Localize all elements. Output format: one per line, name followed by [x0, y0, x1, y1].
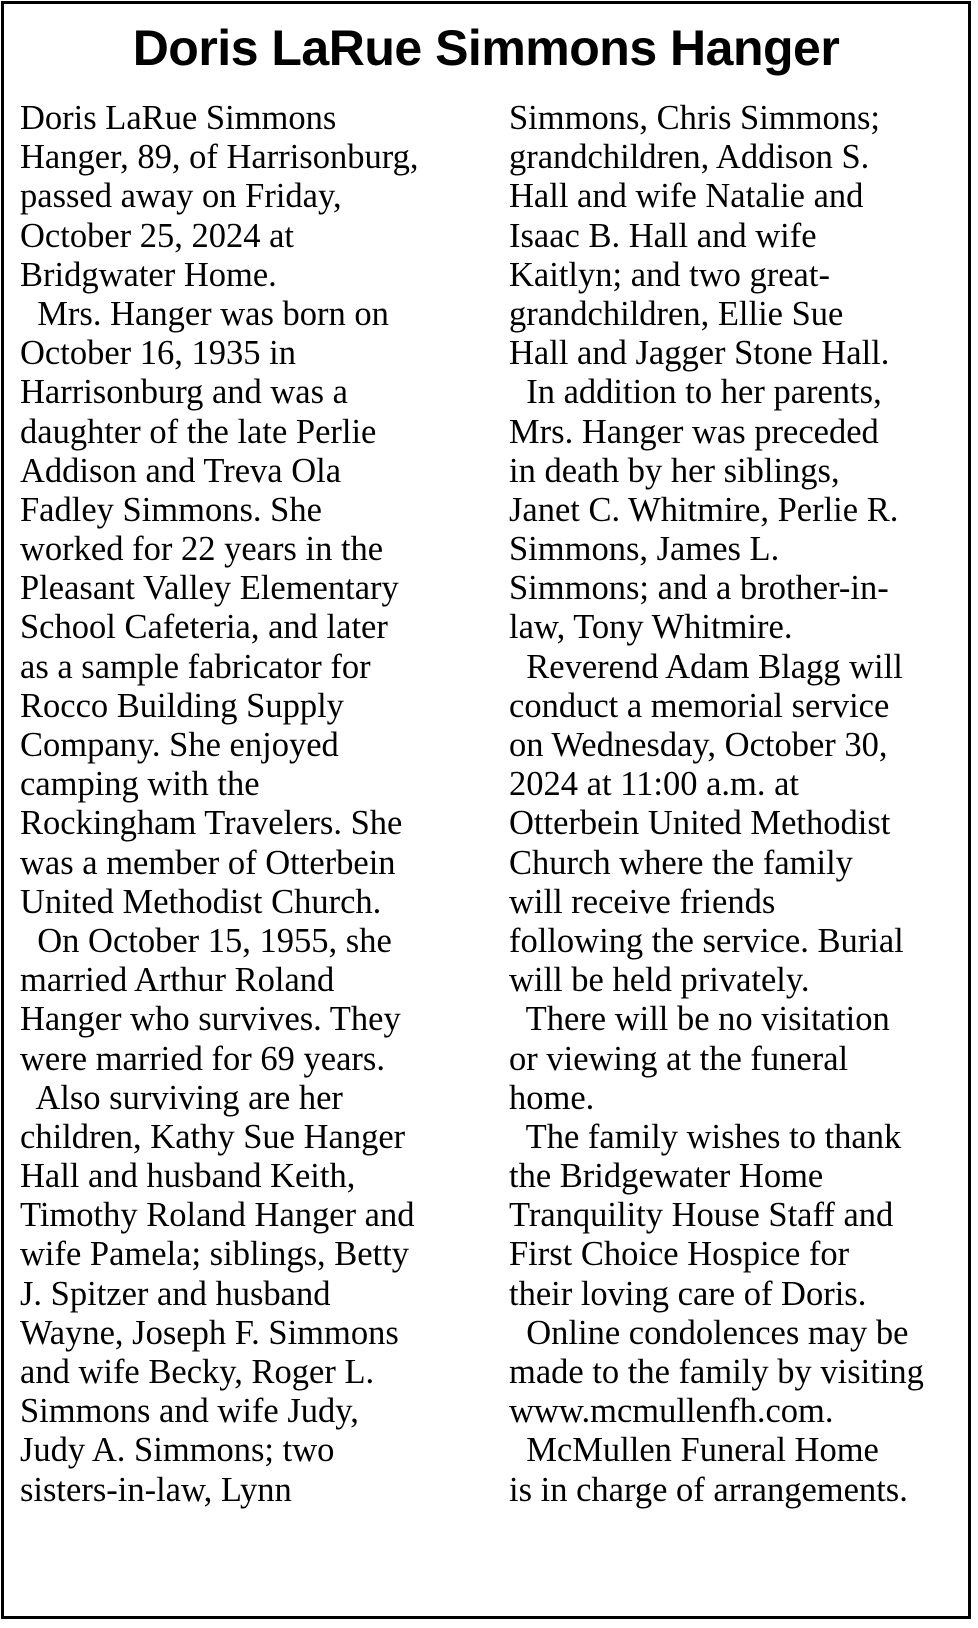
text-line: will receive friends: [509, 882, 776, 921]
text-line: camping with the: [20, 765, 260, 804]
text-line: Simmons and wife Judy,: [20, 1392, 359, 1431]
text-line: Rockingham Travelers. She: [20, 804, 403, 843]
text-line: Hall and husband Keith,: [20, 1157, 356, 1196]
text-line: Isaac B. Hall and wife: [509, 216, 817, 255]
text-line: Also surviving are her: [20, 1078, 343, 1117]
text-line: October 16, 1935 in: [20, 334, 296, 373]
text-line: Church where the family: [509, 843, 853, 882]
text-line: The family wishes to thank: [509, 1117, 902, 1156]
obituary-column-left: [20, 99, 480, 1510]
text-line: Reverend Adam Blagg will: [509, 647, 903, 686]
text-line: Hanger who survives. They: [20, 1000, 401, 1039]
text-line: In addition to her parents,: [509, 373, 882, 412]
text-line: Wayne, Joseph F. Simmons: [20, 1313, 399, 1352]
text-line: law, Tony Whitmire.: [509, 608, 793, 647]
text-line: made to the family by visiting: [509, 1353, 924, 1391]
text-line: Company. She enjoyed: [20, 726, 339, 764]
text-line: grandchildren, Addison S.: [509, 138, 870, 177]
text-line: on Wednesday, October 30,: [509, 726, 888, 764]
text-line: Otterbein United Methodist: [509, 804, 891, 843]
text-line: Mrs. Hanger was preceded: [509, 412, 879, 451]
text-line: married Arthur Roland: [20, 961, 335, 1000]
text-line: Hanger, 89, of Harrisonburg,: [20, 138, 419, 177]
text-line: Fadley Simmons. She: [20, 490, 322, 529]
text-line: Online condolences may be: [509, 1313, 909, 1352]
text-line: Mrs. Hanger was born on: [20, 294, 389, 333]
text-line: Harrisonburg and was a: [20, 373, 348, 412]
text-line: Simmons, James L.: [509, 530, 780, 569]
text-line: October 25, 2024 at: [20, 216, 295, 255]
text-line: www.mcmullenfh.com.: [509, 1392, 834, 1431]
text-line: as a sample fabricator for: [20, 647, 371, 686]
text-line: Pleasant Valley Elementary: [20, 569, 399, 608]
text-line: is in charge of arrangements.: [509, 1470, 908, 1509]
text-line: Timothy Roland Hanger and: [20, 1196, 415, 1235]
text-line: On October 15, 1955, she: [20, 921, 392, 960]
text-line: home.: [509, 1078, 595, 1117]
text-line: J. Spitzer and husband: [20, 1274, 331, 1313]
text-line: their loving care of Doris.: [509, 1274, 867, 1313]
text-line: Hall and wife Natalie and: [509, 177, 864, 216]
obituary-frame: [1, 1, 971, 1619]
text-line: and wife Becky, Roger L.: [20, 1353, 375, 1391]
text-line: will be held privately.: [509, 961, 810, 1000]
text-line: Judy A. Simmons; two: [20, 1431, 335, 1470]
text-line: McMullen Funeral Home: [509, 1431, 879, 1470]
text-line: Simmons; and a brother-in-: [509, 569, 889, 608]
text-line: 2024 at 11:00 a.m. at: [509, 765, 799, 804]
text-line: United Methodist Church.: [20, 882, 382, 921]
text-line: Hall and Jagger Stone Hall.: [509, 334, 890, 373]
text-line: passed away on Friday,: [20, 177, 342, 216]
text-line: Rocco Building Supply: [20, 686, 344, 725]
text-line: First Choice Hospice for: [509, 1235, 850, 1274]
text-line: the Bridgewater Home: [509, 1157, 824, 1196]
text-line: were married for 69 years.: [20, 1039, 385, 1078]
text-line: Addison and Treva Ola: [20, 451, 342, 490]
text-line: Doris LaRue Simmons: [20, 99, 337, 137]
obituary-column-right: [509, 99, 969, 1510]
text-line: or viewing at the funeral: [509, 1039, 849, 1078]
text-line: conduct a memorial service: [509, 686, 890, 725]
text-line: following the service. Burial: [509, 921, 904, 960]
text-line: School Cafeteria, and later: [20, 608, 388, 647]
text-line: daughter of the late Perlie: [20, 412, 377, 451]
text-line: in death by her siblings,: [509, 451, 840, 490]
text-line: Bridgwater Home.: [20, 255, 277, 294]
text-line: There will be no visitation: [509, 1000, 890, 1039]
text-line: Kaitlyn; and two great-: [509, 255, 830, 294]
text-line: grandchildren, Ellie Sue: [509, 294, 844, 333]
text-line: sisters-in-law, Lynn: [20, 1470, 292, 1509]
text-line: Simmons, Chris Simmons;: [509, 99, 880, 137]
text-line: children, Kathy Sue Hanger: [20, 1117, 406, 1156]
text-line: wife Pamela; siblings, Betty: [20, 1235, 410, 1274]
text-line: was a member of Otterbein: [20, 843, 396, 882]
text-line: worked for 22 years in the: [20, 530, 384, 569]
text-line: Janet C. Whitmire, Perlie R.: [509, 490, 899, 529]
text-line: Tranquility House Staff and: [509, 1196, 894, 1235]
obituary-title: Doris LaRue Simmons Hanger: [132, 20, 840, 76]
